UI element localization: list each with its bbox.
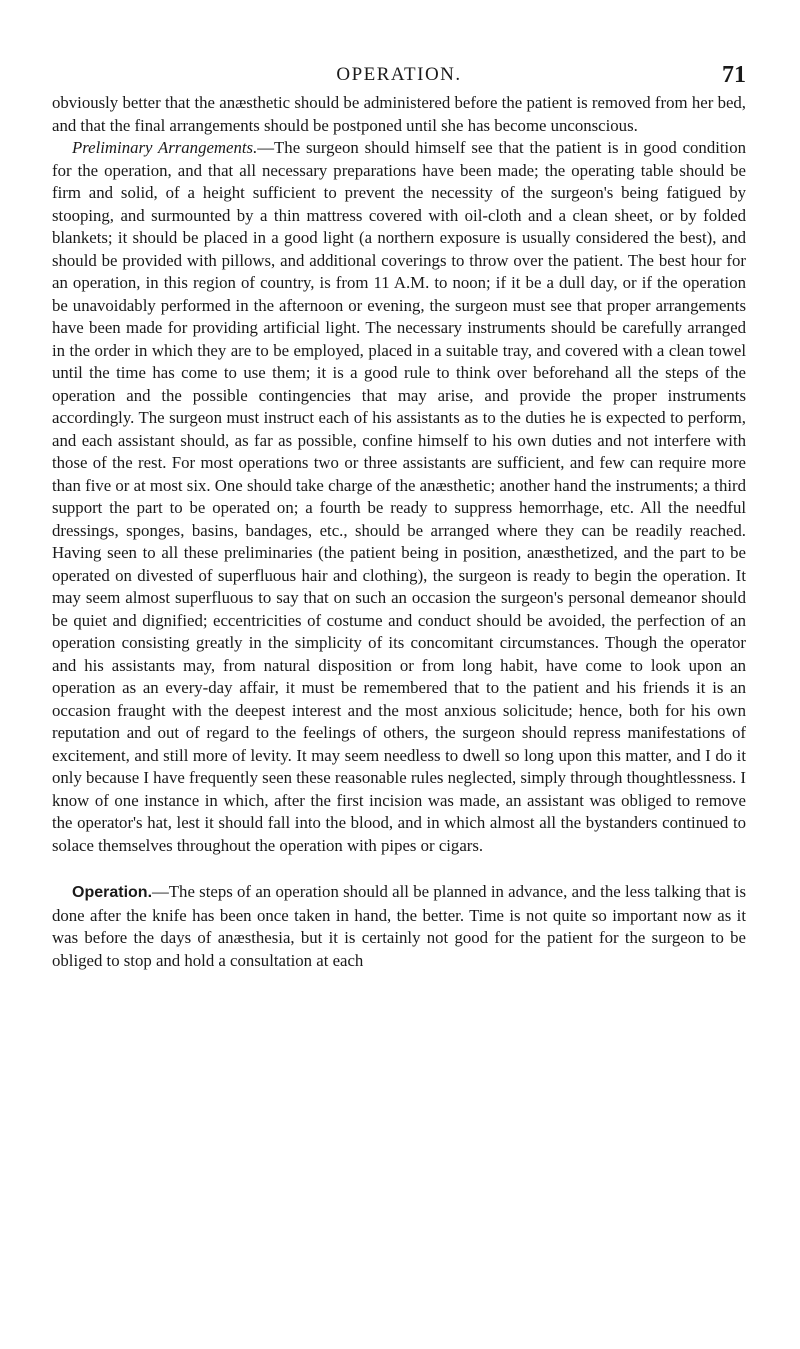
body-text [52, 92, 746, 972]
paragraph-continuation-text: obviously better that the anæsthetic should be administered before the patient is removed from her bed, and that the final arrangements should be postponed until she has become unconscious. [52, 93, 746, 135]
book-page [52, 62, 746, 972]
paragraph-continuation [52, 92, 746, 137]
paragraph-operation [52, 881, 746, 972]
paragraph-preliminary-arrangements-text: —The surgeon should himself see that the patient is in good condition for the operation, and that all necessary preparations have been made; the operating table should be firm and solid, of a height sufficient to prevent the necessity of the surgeon's being fatigued by stooping, and surmounted by a thin mattress covered with oil-cloth and a clean sheet, or by folded blankets; it should be placed in a good light (a northern exposure is usually considered the best), and should be provided with pillows, and additional coverings to throw over the patient. The best hour for an operation, in this region of country, is from 11 A.M. to noon; if it be a dull day, or if the operation be unavoidably performed in the afternoon or evening, the surgeon must see that proper arrangements have been made for providing artificial light. The necessary instruments should be carefully arranged in the order in which they are to be employed, placed in a suitable tray, and covered with a clean towel until the time has come to use them; it is a good rule to think over beforehand all the steps of the operation and the possible contingencies that may arise, and provide the proper instruments accordingly. The surgeon must instruct each of his assistants as to the duties he is expected to perform, and each assistant should, as far as possible, confine himself to his own duties and not interfere with those of the rest. For most operations two or three assistants are sufficient, and few can require more than five or at most six. One should take charge of the anæsthetic; another hand the instruments; a third support the part to be operated on; a fourth be ready to suppress hemorrhage, etc. All the needful dressings, sponges, basins, bandages, etc., should be arranged where they can be readily reached. Having seen to all these preliminaries (the patient being in position, anæsthetized, and the part to be operated on divested of superfluous hair and clothing), the surgeon is ready to begin the operation. It may seem almost superfluous to say that on such an occasion the surgeon's personal demeanor should be quiet and dignified; eccentricities of costume and conduct should be avoided, the perfection of an operation consisting greatly in the simplicity of its concomitant circumstances. Though the operator and his assistants may, from natural disposition or from long habit, have come to look upon an operation as an every-day affair, it must be remembered that to the patient and his friends it is an occasion fraught with the deepest interest and the most anxious solicitude; hence, both for his own reputation and out of regard to the feelings of others, the surgeon should repress manifestations of excitement, and still more of levity. It may seem needless to dwell so long upon this matter, and I do it only because I have frequently seen these reasonable rules neglected, simply through thoughtlessness. I know of one instance in which, after the first incision was made, an assistant was obliged to remove the operator's hat, lest it should fall into the blood, and in which almost all the bystanders continued to solace themselves throughout the operation with pipes or cigars. [52, 138, 746, 855]
section-heading-operation: Operation. [72, 884, 153, 901]
running-title: OPERATION. [336, 64, 462, 85]
paragraph-preliminary-arrangements [52, 137, 746, 857]
page-number: 71 [722, 62, 746, 88]
section-spacer [52, 857, 746, 881]
running-head [52, 62, 746, 88]
section-title-preliminary-arrangements: Preliminary Arrangements. [72, 138, 258, 157]
paragraph-operation-text: —The steps of an operation should all be planned in advance, and the less talking that is done after the knife has been once taken in hand, the better. Time is not quite so important now as it was before the days of anæsthesia, but it is certainly not good for the patient for the surgeon to be obliged to stop and hold a consultation at each [52, 882, 746, 970]
